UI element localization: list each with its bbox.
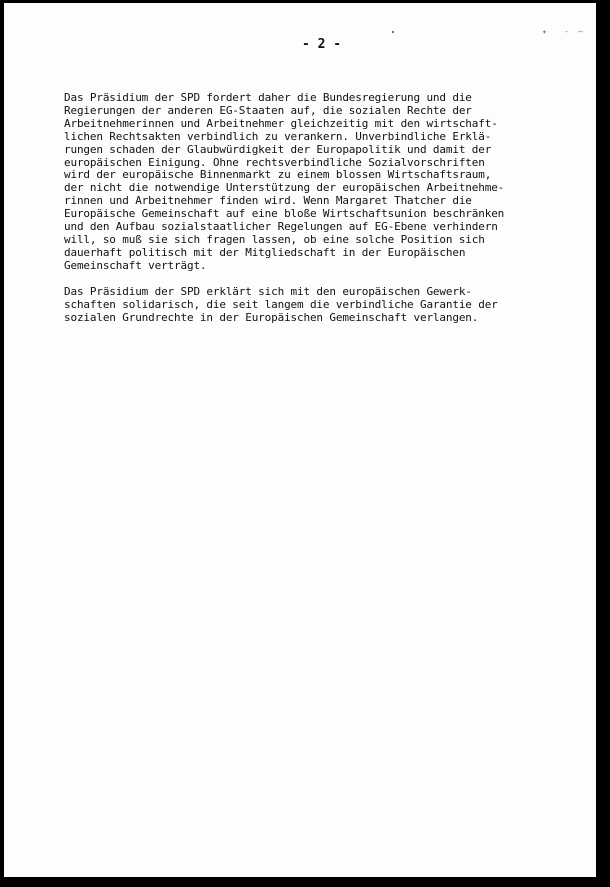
- text-line: schaften solidarisch, die seit langem die verbindliche Garantie der: [64, 297, 498, 311]
- text-line: rungen schaden der Glaubwürdigkeit der Europapolitik und damit der: [64, 142, 492, 156]
- text-line: der nicht die notwendige Unterstützung der europäischen Arbeitnehme-: [64, 181, 505, 195]
- paragraph: [64, 92, 584, 273]
- text-line: sozialen Grundrechte in der Europäischen Gemeinschaft verlangen.: [64, 310, 479, 324]
- text-line: Regierungen der anderen EG-Staaten auf, die sozialen Rechte der: [64, 103, 472, 117]
- text-line: Das Präsidium der SPD erklärt sich mit den europäischen Gewerk-: [64, 284, 472, 298]
- text-line: dauerhaft politisch mit der Mitgliedschaft in der Europäischen: [64, 245, 466, 259]
- text-line: Arbeitnehmerinnen und Arbeitnehmer gleichzeitig mit den wirtschaft-: [64, 116, 498, 130]
- text-line: will, so muß sie sich fragen lassen, ob eine solche Position sich: [64, 232, 485, 246]
- text-line: wird der europäische Binnenmarkt zu einem blossen Wirtschaftsraum,: [64, 168, 492, 182]
- paragraph: [64, 286, 584, 325]
- scan-mark: -: [564, 27, 569, 36]
- text-line: rinnen und Arbeitnehmer finden wird. Wenn Margaret Thatcher die: [64, 194, 472, 208]
- text-line: Das Präsidium der SPD fordert daher die Bundesregierung und die: [64, 91, 472, 104]
- page-number: - 2 -: [302, 37, 342, 52]
- scan-speck: [392, 31, 394, 33]
- document-page: [4, 3, 596, 877]
- text-line: Europäische Gemeinschaft auf eine bloße Wirtschaftsunion beschränken: [64, 207, 505, 221]
- text-line: und den Aufbau sozialstaatlicher Regelungen auf EG-Ebene verhindern: [64, 220, 498, 234]
- text-line: lichen Rechtsakten verbindlich zu verankern. Unverbindliche Erklä-: [64, 129, 492, 143]
- scan-mark: –: [578, 27, 583, 36]
- text-line: europäischen Einigung. Ohne rechtsverbindliche Sozialvorschriften: [64, 155, 485, 169]
- scan-mark: ✦: [542, 27, 547, 36]
- body-text: [64, 92, 584, 337]
- text-line: Gemeinschaft verträgt.: [64, 258, 207, 272]
